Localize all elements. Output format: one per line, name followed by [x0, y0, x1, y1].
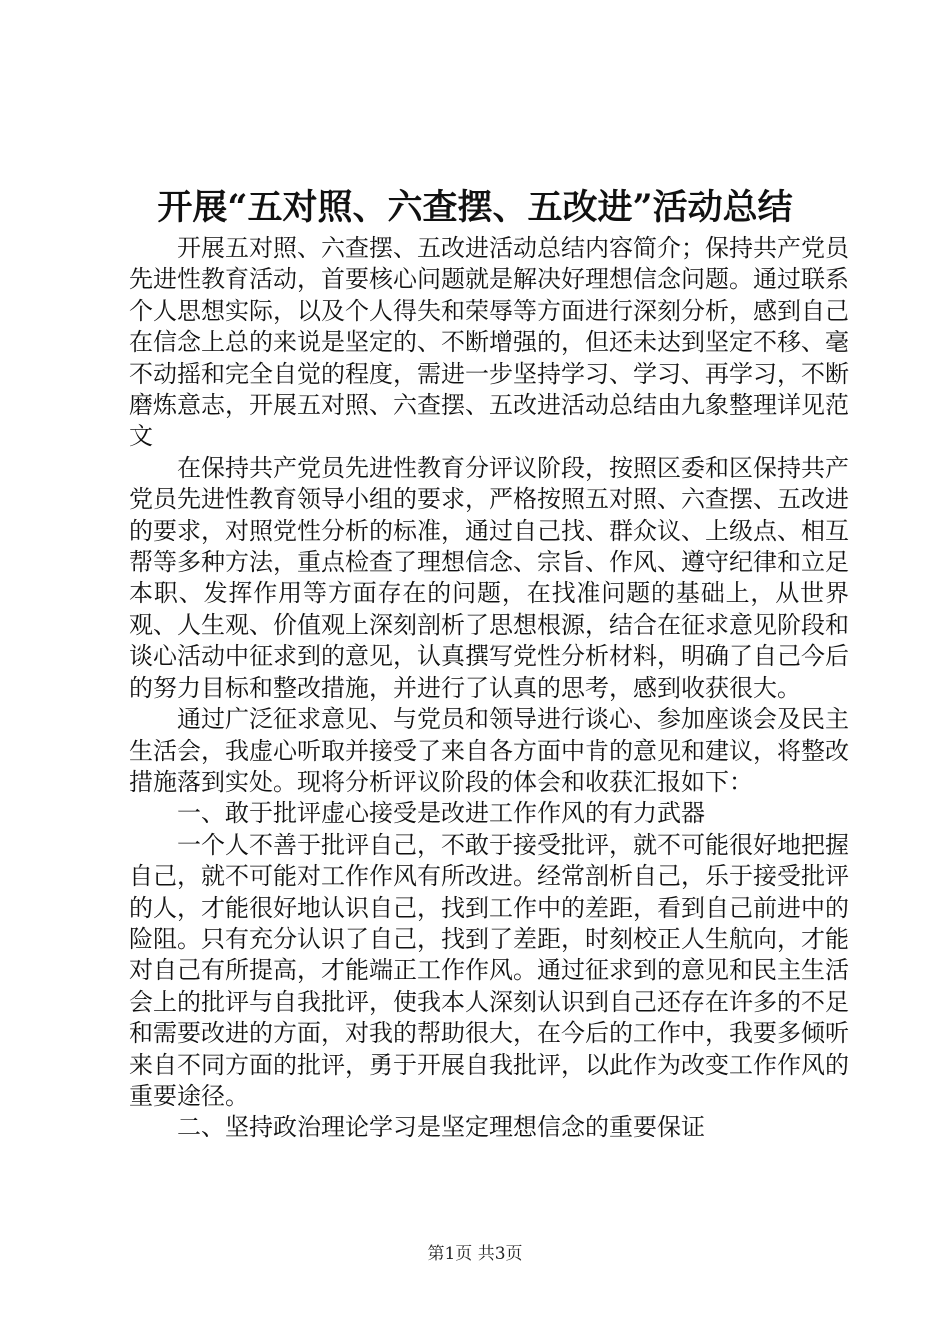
section-heading-1: 一、敢于批评虚心接受是改进工作作风的有力武器	[177, 799, 705, 828]
document-body	[129, 233, 849, 1144]
paragraph-report-intro: 通过广泛征求意见、与党员和领导进行谈心、参加座谈会及民主生活会，我虚心听取并接受了来自各方面中肯的意见和建议，将整改措施落到实处。现将分析评议阶段的体会和收获汇报如下：	[129, 705, 849, 796]
paragraph-intro: 开展五对照、六查摆、五改进活动总结内容简介；保持共产党员先进性教育活动，首要核心问题就是解决好理想信念问题。通过联系个人思想实际，以及个人得失和荣辱等方面进行深刻分析，感到自己在信念上总的来说是坚定的、不断增强的，但还未达到坚定不移、毫不动摇和完全自觉的程度，需进一步坚持学习、学习、再学习，不断磨炼意志，开展五对照、六查摆、五改进活动总结由九象整理详见范文	[129, 234, 849, 451]
paragraph-evaluation-stage: 在保持共产党员先进性教育分评议阶段，按照区委和区保持共产党员先进性教育领导小组的要求，严格按照五对照、六查摆、五改进的要求，对照党性分析的标准，通过自己找、群众议、上级点、相互帮等多种方法，重点检查了理想信念、宗旨、作风、遵守纪律和立足本职、发挥作用等方面存在的问题，在找准问题的基础上，从世界观、人生观、价值观上深刻剖析了思想根源，结合在征求意见阶段和谈心活动中征求到的意见，认真撰写党性分析材料，明确了自己今后的努力目标和整改措施，并进行了认真的思考，感到收获很大。	[129, 453, 849, 702]
section-heading-2: 二、坚持政治理论学习是坚定理想信念的重要保证	[177, 1113, 705, 1142]
document-title: 开展“五对照、六查摆、五改进”活动总结	[157, 187, 793, 228]
page-number-footer: 第1页 共3页	[427, 1244, 523, 1264]
paragraph-self-criticism: 一个人不善于批评自己，不敢于接受批评，就不可能很好地把握自己，就不可能对工作作风有所改进。经常剖析自己，乐于接受批评的人，才能很好地认识自己，找到工作中的差距，看到自己前进中的险阻。只有充分认识了自己，找到了差距，时刻校正人生航向，才能对自己有所提高，才能端正工作作风。通过征求到的意见和民主生活会上的批评与自我批评，使我本人深刻认识到自己还存在许多的不足和需要改进的方面，对我的帮助很大，在今后的工作中，我要多倾听来自不同方面的批评，勇于开展自我批评，以此作为改变工作作风的重要途径。	[129, 830, 849, 1110]
